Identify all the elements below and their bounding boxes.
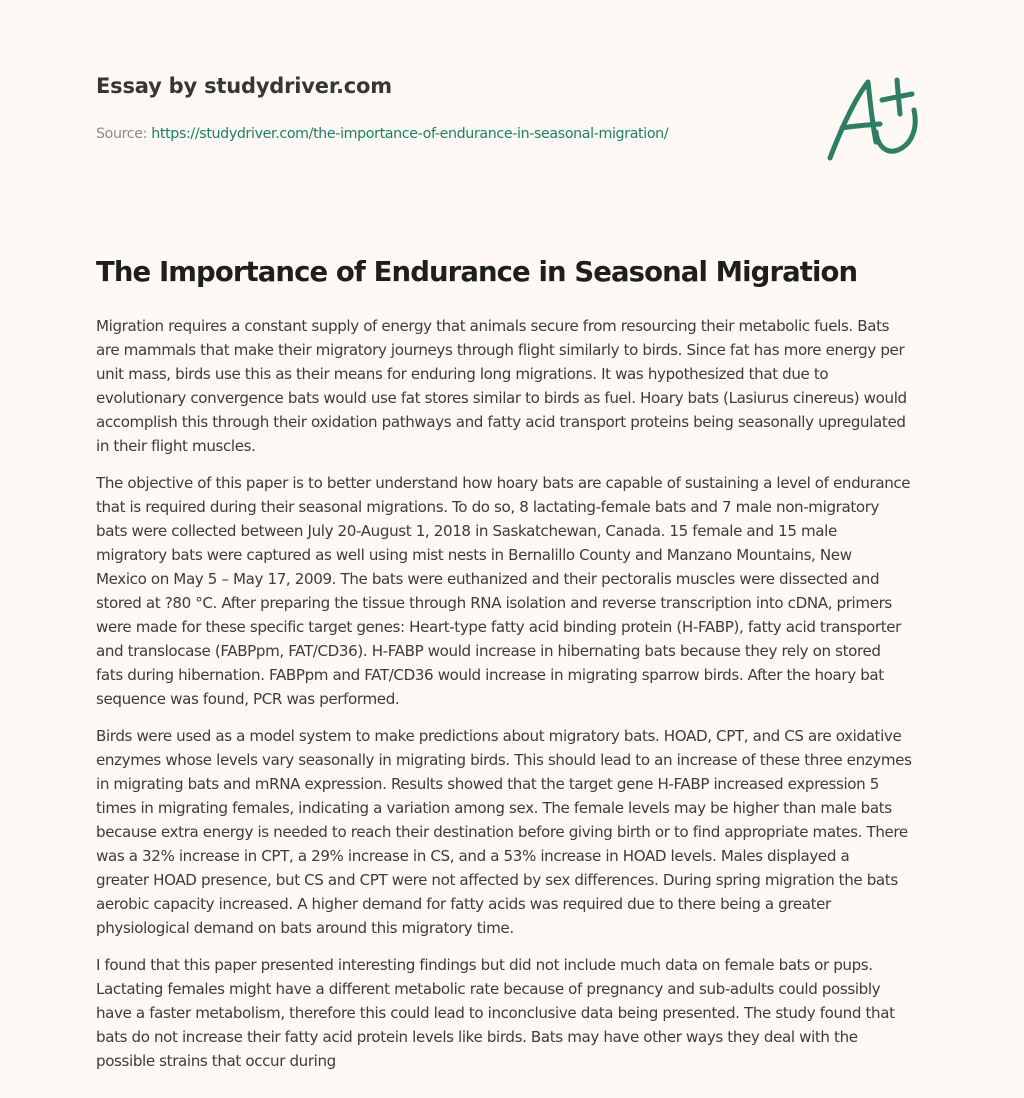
paragraph-2 (96, 471, 932, 711)
text-line: that is required during their seasonal migrations. To do so, 8 lactating-female bats and 7 male non-migratory (96, 498, 880, 516)
source-link[interactable]: https://studydriver.com/the-importance-of-endurance-in-seasonal-migration/ (151, 126, 669, 142)
text-line: The objective of this paper is to better understand how hoary bats are capable of sustaining a level of endurance (96, 474, 911, 492)
a-plus-grade-icon (822, 70, 928, 164)
text-line: times in migrating females, indicating a variation among sex. The female levels may be higher than male bats (96, 799, 892, 817)
source-label: Source: (96, 126, 148, 142)
text-line: physiological demand on bats around this migratory time. (96, 919, 514, 937)
paragraph-1 (96, 314, 932, 458)
text-line: sequence was found, PCR was performed. (96, 690, 400, 708)
text-line: in their flight muscles. (96, 437, 256, 455)
text-line: greater HOAD presence, but CS and CPT were not affected by sex differences. During spring migration the bats (96, 871, 898, 889)
text-line: aerobic capacity increased. A higher demand for fatty acids was required due to there being a greater (96, 895, 831, 913)
text-line: accomplish this through their oxidation pathways and fatty acid transport proteins being seasonally upregulated (96, 413, 906, 431)
text-line: fats during hibernation. FABPpm and FAT/CD36 would increase in migrating sparrow birds. After the hoary bat (96, 666, 884, 684)
text-line: Birds were used as a model system to make predictions about migratory bats. HOAD, CPT, and CS are oxidative (96, 727, 902, 745)
text-line: Mexico on May 5 – May 17, 2009. The bats were euthanized and their pectoralis muscles were dissected and (96, 570, 880, 588)
brand-name: Essay by studydriver.com (96, 74, 392, 98)
source-line (96, 126, 836, 142)
article-title: The Importance of Endurance in Seasonal Migration (96, 256, 858, 288)
article-body (96, 314, 932, 1086)
text-line: unit mass, birds use this as their means for enduring long migrations. It was hypothesized that due to (96, 365, 829, 383)
text-line: Lactating females might have a different metabolic rate because of pregnancy and sub-adults could possibly (96, 980, 881, 998)
text-line: have a faster metabolism, therefore this could lead to inconclusive data being presented. The study found that (96, 1004, 895, 1022)
text-line: were made for these specific target genes: Heart-type fatty acid binding protein (H-FABP), fatty acid transporter (96, 618, 901, 636)
text-line: because extra energy is needed to reach their destination before giving birth or to find appropriate mates. There (96, 823, 908, 841)
text-line: I found that this paper presented interesting findings but did not include much data on female bats or pups. (96, 956, 873, 974)
text-line: enzymes whose levels vary seasonally in migrating birds. This should lead to an increase of these three enzymes (96, 751, 912, 769)
text-line: was a 32% increase in CPT, a 29% increase in CS, and a 53% increase in HOAD levels. Males displayed a (96, 847, 850, 865)
text-line: migratory bats were captured as well using mist nests in Bernalillo County and Manzano Mountains, New (96, 546, 852, 564)
paragraph-4 (96, 953, 932, 1073)
text-line: in migrating bats and mRNA expression. Results showed that the target gene H-FABP increased expression 5 (96, 775, 879, 793)
site-header (96, 74, 836, 142)
paragraph-3 (96, 724, 932, 940)
text-line: are mammals that make their migratory journeys through flight similarly to birds. Since fat has more energy per (96, 341, 905, 359)
text-line: and translocase (FABPpm, FAT/CD36). H-FABP would increase in hibernating bats because they rely on stored (96, 642, 881, 660)
text-line: evolutionary convergence bats would use fat stores similar to birds as fuel. Hoary bats (Lasiurus cinereus) would (96, 389, 907, 407)
text-line: bats were collected between July 20-August 1, 2018 in Saskatchewan, Canada. 15 female and 15 male (96, 522, 837, 540)
text-line: possible strains that occur during (96, 1052, 336, 1070)
text-line: stored at ?80 °C. After preparing the tissue through RNA isolation and reverse transcription into cDNA, primers (96, 594, 892, 612)
text-line: bats do not increase their fatty acid protein levels like birds. Bats may have other ways they deal with the (96, 1028, 858, 1046)
text-line: Migration requires a constant supply of energy that animals secure from resourcing their metabolic fuels. Bats (96, 317, 890, 335)
